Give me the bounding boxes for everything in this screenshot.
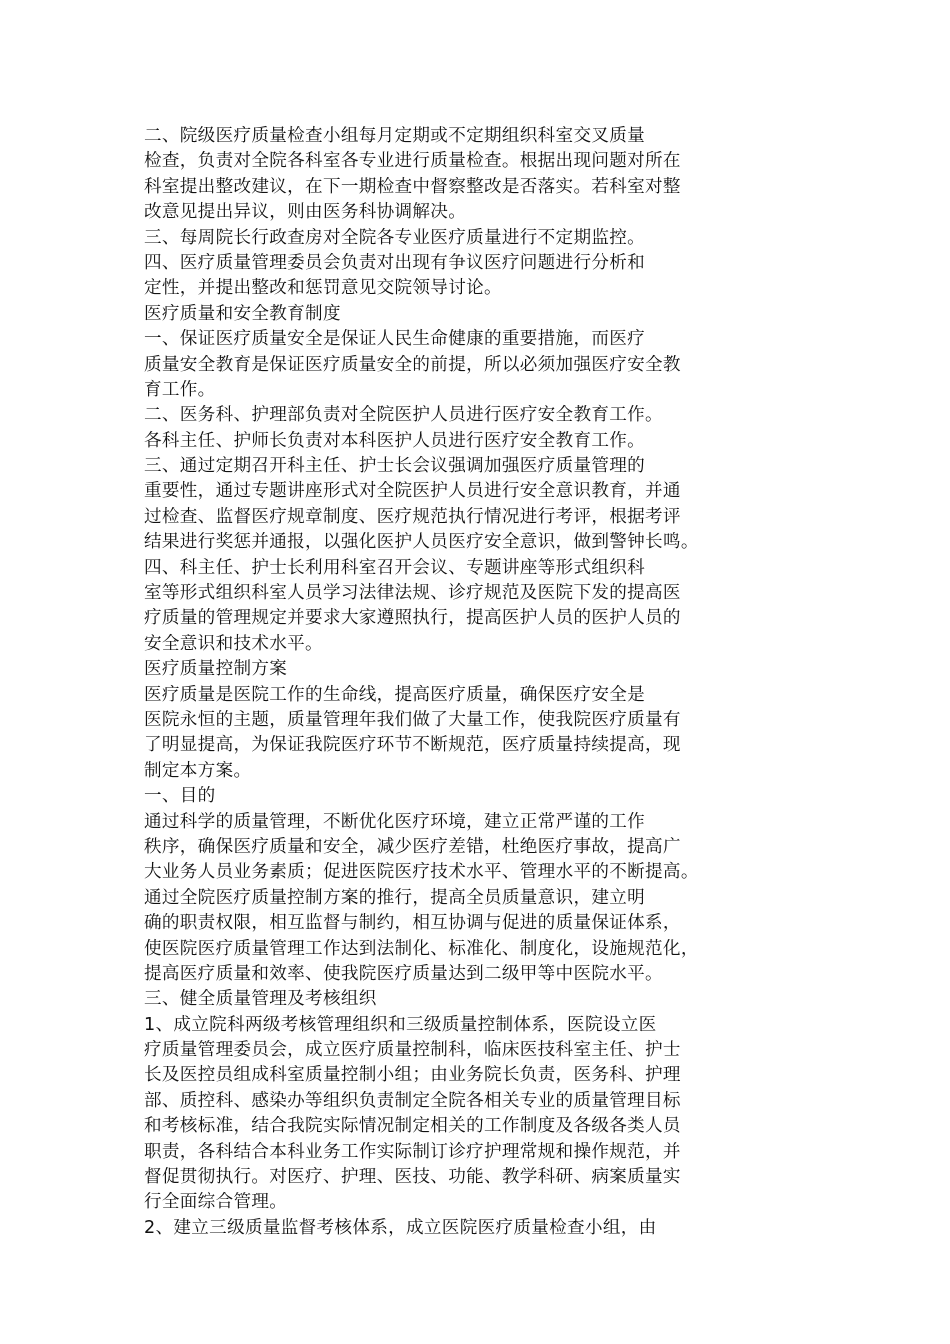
- text-line: 二、医务科、护理部负责对全院医护人员进行医疗安全教育工作。: [144, 405, 663, 426]
- text-line: 制定本方案。: [144, 760, 252, 781]
- text-line: 一、目的: [144, 786, 216, 807]
- text-line: 三、健全质量管理及考核组织: [144, 989, 377, 1010]
- text-line: 2、建立三级质量监督考核体系，成立医院医疗质量检查小组，由: [144, 1217, 657, 1238]
- text-line: 大业务人员业务素质；促进医院医疗技术水平、管理水平的不断提高。: [144, 862, 699, 883]
- text-line: 四、科主任、护士长利用科室召开会议、专题讲座等形式组织科: [144, 557, 646, 578]
- text-line: 医院永恒的主题，质量管理年我们做了大量工作，使我院医疗质量有: [144, 709, 681, 730]
- text-line: 过检查、监督医疗规章制度、医疗规范执行情况进行考评，根据考评: [144, 506, 681, 527]
- text-line: 定性，并提出整改和惩罚意见交院领导讨论。: [144, 278, 502, 299]
- text-line: 疗质量管理委员会，成立医疗质量控制科，临床医技科室主任、护士: [144, 1040, 681, 1061]
- text-line: 秩序，确保医疗质量和安全，减少医疗差错，杜绝医疗事故，提高广: [144, 836, 681, 857]
- text-line: 督促贯彻执行。对医疗、护理、医技、功能、教学科研、病案质量实: [144, 1167, 681, 1188]
- text-line: 行全面综合管理。: [144, 1192, 288, 1213]
- text-line: 三、每周院长行政查房对全院各专业医疗质量进行不定期监控。: [144, 227, 646, 248]
- text-line: 各科主任、护师长负责对本科医护人员进行医疗安全教育工作。: [144, 430, 646, 451]
- document-body: [144, 124, 744, 1241]
- text-line: 三、通过定期召开科主任、护士长会议强调加强医疗质量管理的: [144, 456, 646, 477]
- text-line: 职责，各科结合本科业务工作实际制订诊疗护理常规和操作规范，并: [144, 1141, 681, 1162]
- text-line: 部、质控科、感染办等组织负责制定全院各相关专业的质量管理目标: [144, 1090, 681, 1111]
- text-line: 检查，负责对全院各科室各专业进行质量检查。根据出现问题对所在: [144, 151, 681, 172]
- text-line: 提高医疗质量和效率、使我院医疗质量达到二级甲等中医院水平。: [144, 963, 663, 984]
- text-line: 疗质量的管理规定并要求大家遵照执行，提高医护人员的医护人员的: [144, 608, 681, 629]
- text-line: 科室提出整改建议，在下一期检查中督察整改是否落实。若科室对整: [144, 176, 681, 197]
- text-line: 重要性，通过专题讲座形式对全院医护人员进行安全意识教育，并通: [144, 481, 681, 502]
- text-line: 了明显提高，为保证我院医疗环节不断规范，医疗质量持续提高，现: [144, 735, 681, 756]
- text-line: 室等形式组织科室人员学习法律法规、诊疗规范及医院下发的提高医: [144, 583, 681, 604]
- text-line: 安全意识和技术水平。: [144, 633, 323, 654]
- text-line: 确的职责权限，相互监督与制约，相互协调与促进的质量保证体系，: [144, 913, 681, 934]
- text-line: 长及医控员组成科室质量控制小组；由业务院长负责，医务科、护理: [144, 1065, 681, 1086]
- text-line: 育工作。: [144, 379, 216, 400]
- text-line: 结果进行奖惩并通报，以强化医护人员医疗安全意识，做到警钟长鸣。: [144, 532, 699, 553]
- text-line: 质量安全教育是保证医疗质量安全的前提，所以必须加强医疗安全教: [144, 354, 681, 375]
- text-line: 四、医疗质量管理委员会负责对出现有争议医疗问题进行分析和: [144, 252, 646, 273]
- text-line: 和考核标准，结合我院实际情况制定相关的工作制度及各级各类人员: [144, 1116, 681, 1137]
- text-line: 通过全院医疗质量控制方案的推行，提高全员质量意识，建立明: [144, 887, 646, 908]
- text-line: 二、院级医疗质量检查小组每月定期或不定期组织科室交叉质量: [144, 126, 646, 146]
- text-line: 1、成立院科两级考核管理组织和三级质量控制体系，医院设立医: [144, 1014, 657, 1035]
- text-line: 医疗质量是医院工作的生命线，提高医疗质量，确保医疗安全是: [144, 684, 646, 705]
- text-line: 使医院医疗质量管理工作达到法制化、标准化、制度化，设施规范化，: [144, 938, 699, 959]
- text-line: 医疗质量控制方案: [144, 659, 288, 680]
- text-line: 改意见提出异议，则由医务科协调解决。: [144, 202, 467, 223]
- text-line: 医疗质量和安全教育制度: [144, 303, 341, 324]
- text-line: 一、保证医疗质量安全是保证人民生命健康的重要措施，而医疗: [144, 329, 646, 350]
- text-line: 通过科学的质量管理，不断优化医疗环境，建立正常严谨的工作: [144, 811, 646, 832]
